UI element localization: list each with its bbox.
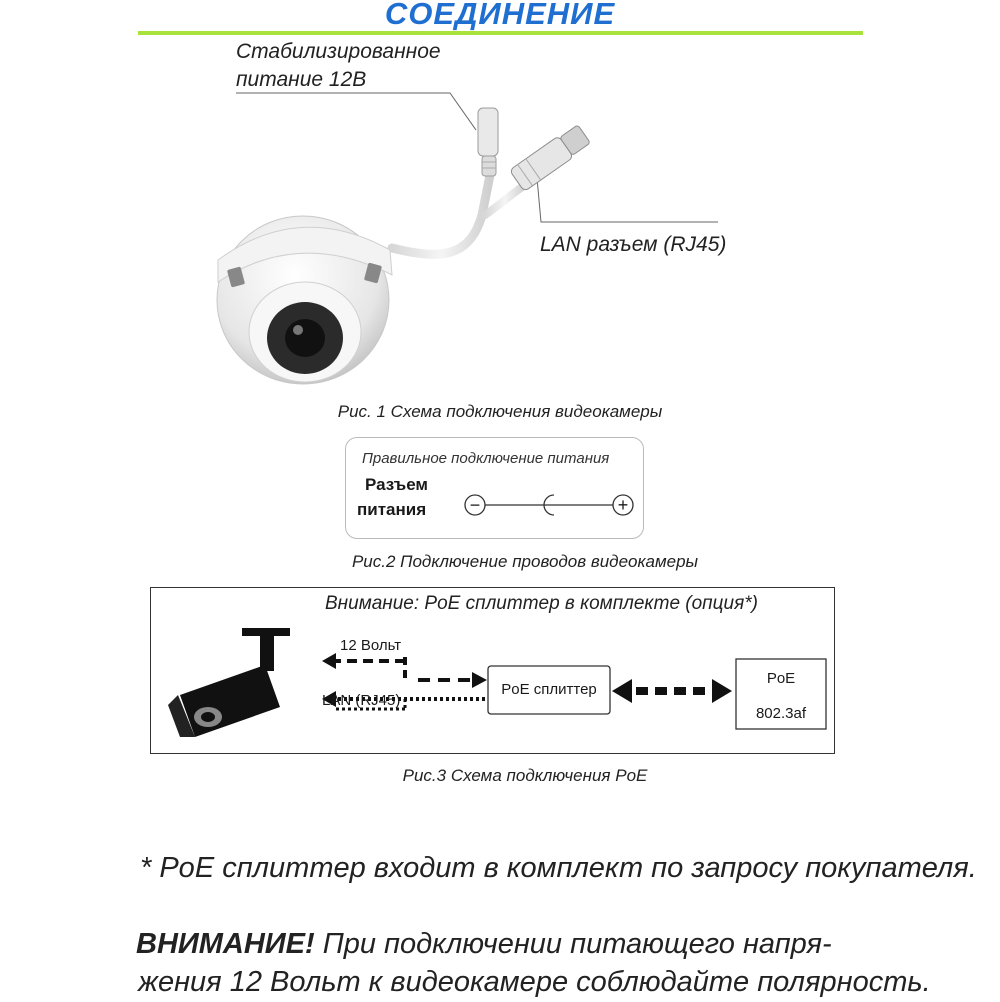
bullet-camera-icon [168,628,290,737]
figure3-caption: Рис.3 Схема подключения PoE [402,766,648,785]
connector-label-line1: Разъем [365,475,429,494]
lan-rj45-label: LAN (RJ45) [322,692,401,709]
polarity-box-title: Правильное подключение питания [362,450,610,467]
lan-label: LAN разъем (RJ45) [540,233,727,256]
power-label-line2: питание 12В [236,68,367,91]
connector-label-line2: питания [357,500,427,519]
page-title: СОЕДИНЕНИЕ [384,0,616,31]
figure1-caption: Рис. 1 Схема подключения видеокамеры [337,402,663,421]
warning-line1 [136,924,832,964]
warning-bold: ВНИМАНИЕ! [136,928,315,960]
dome-camera-illustration [0,0,1000,420]
dome-camera-icon [217,216,392,384]
splitter-label: PoE сплиттер [501,681,597,698]
volt-label: 12 Вольт [340,637,402,654]
warning-text-1: При подключении питающего напря- [314,928,832,960]
figure2-caption: Рис.2 Подключение проводов видеокамеры [351,552,699,571]
power-label-line1: Стабилизированное [236,40,441,63]
rj45-connector-icon [509,123,591,191]
warning-line2: жения 12 Вольт к видеокамере соблюдайте полярность. [138,966,931,998]
poe-source-line1: PoE [766,670,796,687]
plus-symbol: + [617,495,629,515]
dc-plug-icon [478,108,498,176]
poe-notice: Внимание: PoE сплиттер в комплекте (опция*) [325,593,758,614]
minus-symbol: − [469,495,481,515]
poe-source-line2: 802.3af [755,705,807,722]
footnote: * PoE сплиттер входит в комплект по запросу покупателя. [140,852,977,884]
